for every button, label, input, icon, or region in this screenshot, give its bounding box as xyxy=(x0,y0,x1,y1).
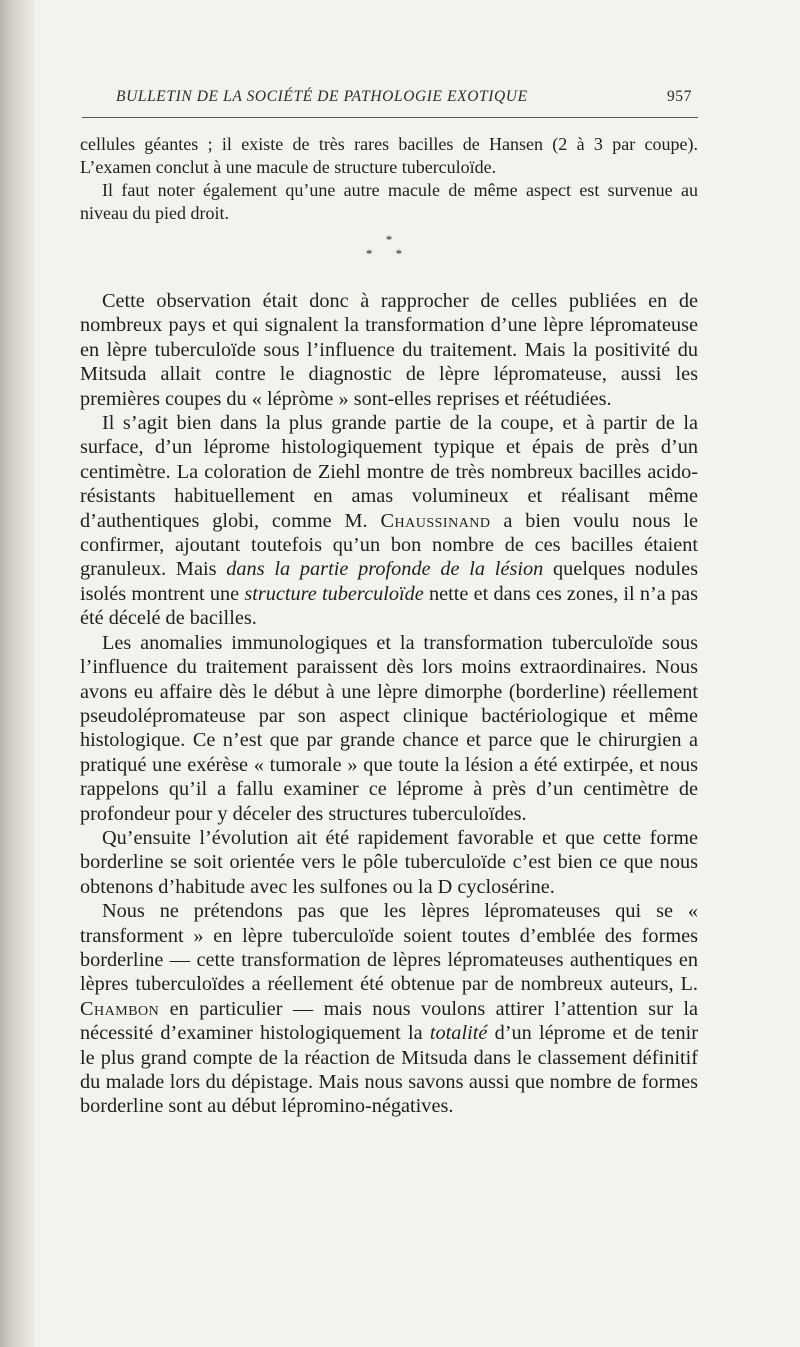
p2-text-c: quelques nodules isolés montrent une xyxy=(80,558,698,605)
main-section xyxy=(80,289,698,1119)
p2-text-b: a bien voulu nous le confirmer, ajoutant toutefois qu’un bon nombre de ces bacilles étaient granuleux. Mais xyxy=(80,509,698,581)
intro-section xyxy=(80,133,698,225)
page-body xyxy=(80,133,698,1119)
header-rule xyxy=(82,117,698,118)
p2-italic-1: dans la partie profonde de la lésion xyxy=(226,558,544,581)
intro-paragraph-1: cellules géantes ; il existe de très rares bacilles de Hansen (2 à 3 par coupe). L’examen conclut à une macule de structure tuberculoïde. xyxy=(80,134,698,177)
p2-italic-2: structure tuberculoïde xyxy=(244,582,424,605)
body-paragraph-1: Cette observation était donc à rapprocher de celles publiées en de nombreux pays et qui signalent la transformation d’une lèpre lépromateuse en lèpre tuberculoïde sous l’influence du traitement. Mais la positivité du Mitsuda allait contre le diagnostic de lèpre lépromateuse, aussi les premières coupes du « lépròme » sont-elles reprises et réétudiées. xyxy=(80,290,698,410)
p5-text-c: d’un léprome et de tenir le plus grand compte de la réaction de Mitsuda dans le classement définitif du malade lors du dépistage. Mais nous savons aussi que nombre de formes borderline sont au début lépromino-négatives. xyxy=(80,1022,699,1118)
intro-paragraph-2: Il faut noter également qu’une autre macule de même aspect est survenue au niveau du pied droit. xyxy=(80,180,698,223)
asterism-bottom: * * xyxy=(365,246,413,261)
body-paragraph-4: Qu’ensuite l’évolution ait été rapidement favorable et que cette forme borderline se soit orientée vers le pôle tuberculoïde c’est bien ce que nous obtenons d’habitude avec les sulfones ou la D cyclosérine. xyxy=(80,826,698,898)
running-title: BULLETIN DE LA SOCIÉTÉ DE PATHOLOGIE EXOTIQUE xyxy=(116,88,528,105)
body-paragraph-3: Les anomalies immunologiques et la transformation tuberculoïde sous l’influence du traitement paraissent dès lors moins extraordinaires. Nous avons eu affaire dès le début à une lèpre dimorphe (borderline) réellement pseudolépromateuse par son aspect clinique bactériologique et même histologique. Ce n’est que par grande chance et parce que le chirurgien a pratiqué une exérèse « tumorale » que toute la lésion a été extirpée, et nous rappelons qu’il a fallu examiner ce léprome à près d’un centimètre de profondeur pour y déceler des structures tuberculoïdes. xyxy=(80,631,698,825)
author-name-chaussinand: Chaussinand xyxy=(380,509,491,532)
book-spine-shadow xyxy=(0,0,34,1347)
p5-italic: totalité xyxy=(429,1022,488,1045)
author-name-chambon: Chambon xyxy=(80,997,160,1020)
p5-text-b: en particulier — mais nous voulons attirer l’attention sur la nécessité d’examiner histologiquement la xyxy=(80,997,698,1045)
page-number: 957 xyxy=(666,88,692,105)
asterism-divider xyxy=(80,231,698,275)
p5-text-a: Nous ne prétendons pas que les lèpres lépromateuses qui se « transforment » en lèpre tuberculoïde soient toutes d’emblée des formes borderline — cette transformation de lèpres lépromateuses authentiques en lèpres tuberculoïdes a réellement été obtenue par de nombreux auteurs, L. xyxy=(80,900,698,996)
p2-text-d: nette et dans ces zones, il n’a pas été décelé de bacilles. xyxy=(80,582,698,630)
body-paragraph-2 xyxy=(80,411,698,631)
p2-text-a: Il s’agit bien dans la plus grande partie de la coupe, et à partir de la surface, d’un léprome histologiquement typique et épais de près d’un centimètre. La coloration de Ziehl montre de très nombreux bacilles acido-résistants habituellement en amas volumineux et réalisant même d’authentiques globi, comme M. xyxy=(80,412,698,532)
body-paragraph-5 xyxy=(80,899,698,1119)
asterism-top: * xyxy=(385,232,393,247)
